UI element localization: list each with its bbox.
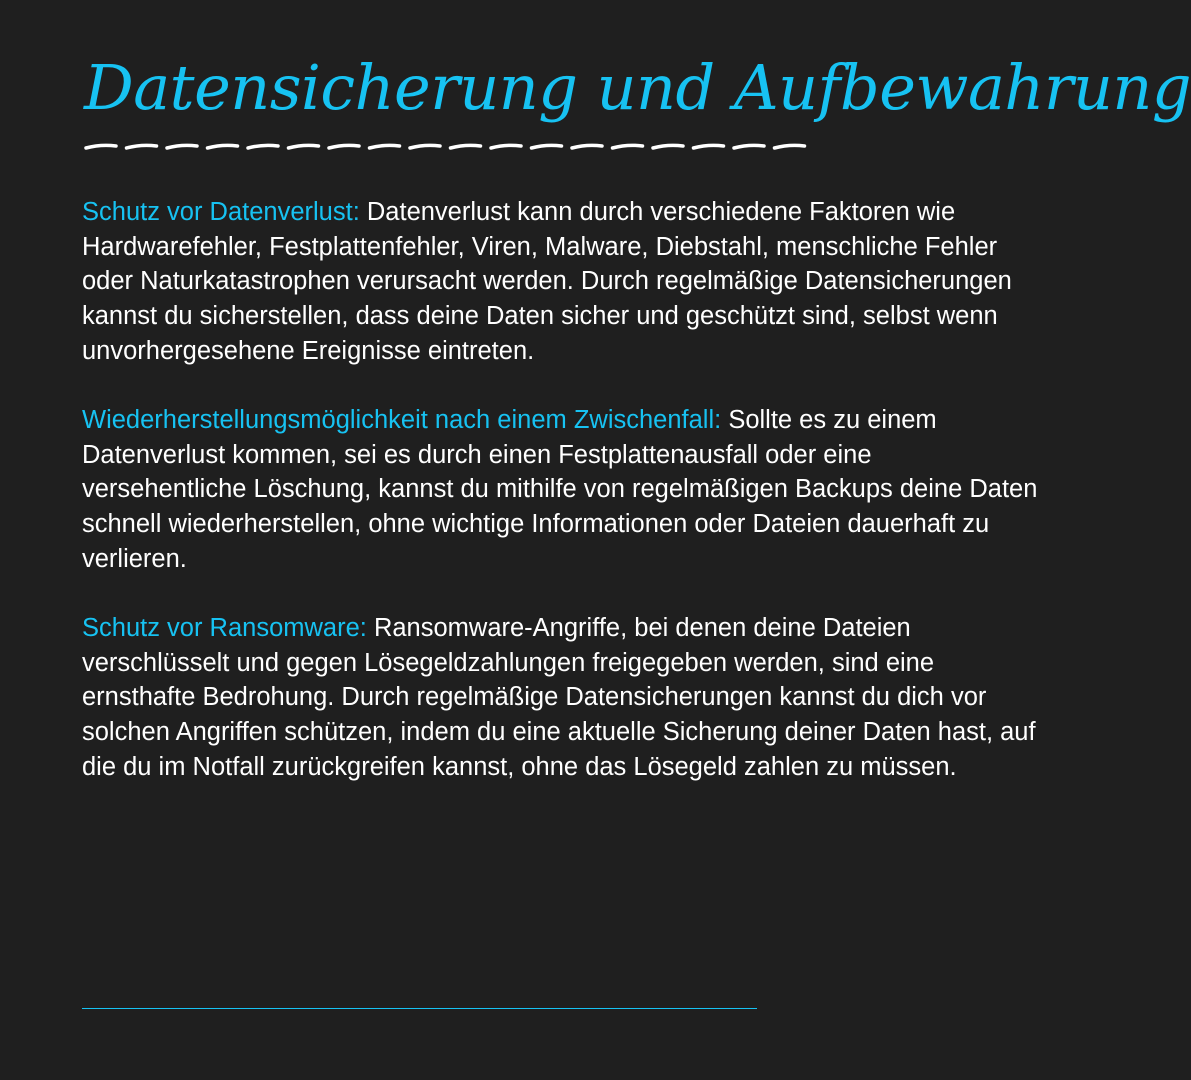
section-recovery [82, 403, 1042, 577]
section-ransomware [82, 611, 1042, 785]
dash-mark [127, 145, 157, 148]
dash-mark [572, 145, 602, 148]
section-data-loss [82, 195, 1042, 369]
section-heading: Schutz vor Datenverlust: [82, 198, 360, 226]
section-heading: Wiederherstellungsmöglichkeit nach einem Zwischenfall: [82, 406, 722, 435]
section-text: Datenverlust kann durch verschiedene Faktoren wie Hardwarefehler, Festplattenfehler, Viren, Malware, Diebstahl, menschliche Fehler oder Naturkatastrophen verursacht werden. Durch regelmäßige Datensicherungen kannst du sicherstellen, dass deine Daten sicher und geschützt sind, selbst wenn unvorhergesehene Ereignisse eintreten. [82, 198, 1012, 365]
dash-mark [694, 145, 724, 148]
bottom-divider-line [82, 1008, 757, 1009]
dash-mark [86, 145, 116, 148]
section-text: Sollte es zu einem Datenverlust kommen, sei es durch einen Festplattenausfall oder eine versehentliche Löschung, kannst du mithilfe von regelmäßigen Backups deine Daten schnell wiederherstellen, ohne wichtige Informationen oder Dateien dauerhaft zu verlieren. [82, 406, 1038, 573]
dash-mark [532, 145, 562, 148]
content-body [82, 195, 1042, 819]
dash-mark [370, 145, 400, 148]
dash-mark [410, 145, 440, 148]
section-heading: Schutz vor Ransomware: [82, 614, 367, 643]
dash-mark [775, 145, 805, 148]
dash-mark [289, 145, 319, 148]
dash-mark [653, 145, 683, 148]
section-text: Ransomware-Angriffe, bei denen deine Dateien verschlüsselt und gegen Lösegeldzahlungen freigegeben werden, sind eine ernsthafte Bedrohung. Durch regelmäßige Datensicherungen kannst du dich vor solchen Angriffen schützen, indem du eine aktuelle Sicherung deiner Daten hast, auf die du im Notfall zurückgreifen kannst, ohne das Lösegeld zahlen zu müssen. [82, 614, 1036, 781]
dash-mark [208, 145, 238, 148]
dash-mark [613, 145, 643, 148]
dash-mark [491, 145, 521, 148]
dash-mark [167, 145, 197, 148]
dash-mark [734, 145, 764, 148]
page-title: Datensicherung und Aufbewahrung [84, 51, 1191, 124]
dashed-divider [82, 138, 822, 154]
dash-mark [451, 145, 481, 148]
dash-mark [248, 145, 278, 148]
dash-mark [329, 145, 359, 148]
